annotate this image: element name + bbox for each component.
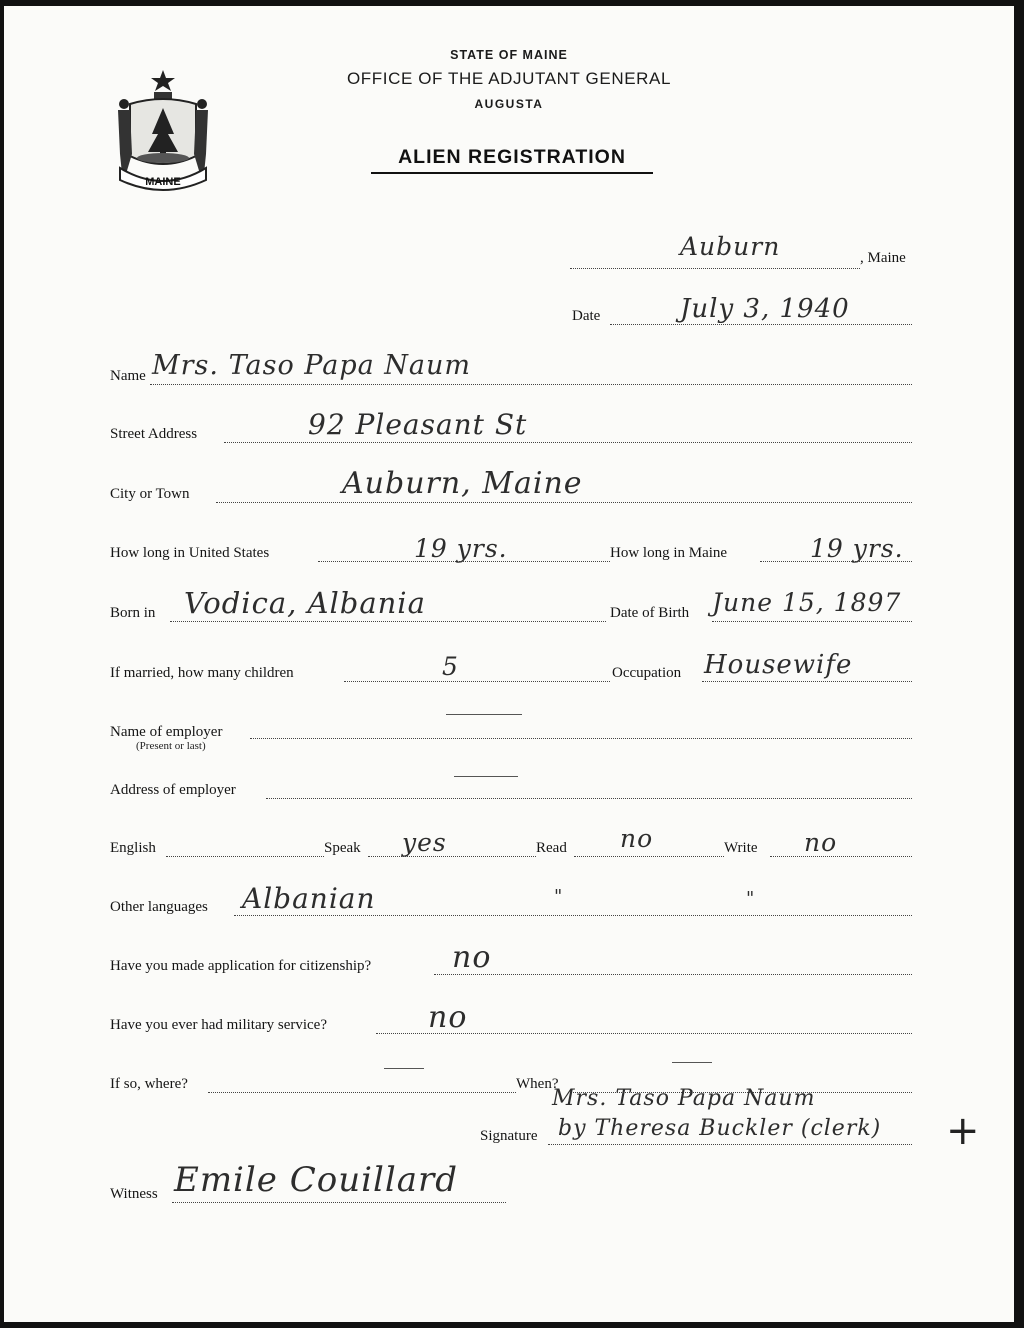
citizenship-line xyxy=(434,974,912,975)
signature-line xyxy=(548,1144,912,1145)
read-label: Read xyxy=(536,840,567,856)
when-dash xyxy=(672,1062,712,1063)
read-value: no xyxy=(620,824,654,853)
date-label: Date xyxy=(572,308,601,324)
place-suffix: , Maine xyxy=(860,250,906,266)
military-value: no xyxy=(428,1000,468,1035)
witness-line xyxy=(172,1202,506,1203)
city-value: Auburn, Maine xyxy=(342,466,583,501)
read-line xyxy=(574,856,724,857)
employer-address-line xyxy=(266,798,912,799)
write-value: no xyxy=(804,828,838,857)
children-value: 5 xyxy=(442,652,459,681)
born-value: Vodica, Albania xyxy=(184,586,426,620)
name-label: Name xyxy=(110,368,146,384)
employer-address-label: Address of employer xyxy=(110,782,236,798)
other-languages-label: Other languages xyxy=(110,899,208,915)
where-dash xyxy=(384,1068,424,1069)
occupation-line xyxy=(702,681,912,682)
place-value: Auburn xyxy=(680,232,781,261)
date-line xyxy=(610,324,912,325)
employer-name-sublabel: (Present or last) xyxy=(136,740,206,752)
born-label: Born in xyxy=(110,605,156,621)
signature-name: Mrs. Taso Papa Naum xyxy=(552,1086,816,1111)
name-line xyxy=(150,384,912,385)
speak-line xyxy=(368,856,536,857)
name-value: Mrs. Taso Papa Naum xyxy=(152,350,472,381)
street-value: 92 Pleasant St xyxy=(308,408,528,441)
us-duration-value: 19 yrs. xyxy=(414,534,508,563)
speak-value: yes xyxy=(402,828,447,857)
city-heading: AUGUSTA xyxy=(474,97,544,111)
write-label: Write xyxy=(724,840,758,856)
state-heading: STATE OF MAINE xyxy=(450,48,568,62)
employer-name-line xyxy=(250,738,912,739)
when-label: When? xyxy=(516,1076,559,1092)
english-line xyxy=(166,856,324,857)
citizenship-label: Have you made application for citizenship? xyxy=(110,958,372,974)
other-languages-ditto-1: " xyxy=(554,886,564,907)
street-line xyxy=(224,442,912,443)
other-languages-value: Albanian xyxy=(242,882,376,915)
witness-value: Emile Couillard xyxy=(174,1160,459,1200)
military-label: Have you ever had military service? xyxy=(110,1017,327,1033)
occupation-label: Occupation xyxy=(612,665,682,681)
date-value: July 3, 1940 xyxy=(680,294,850,324)
speak-label: Speak xyxy=(324,840,361,856)
seal-lettering: MAINE xyxy=(145,176,181,188)
signature-label: Signature xyxy=(480,1128,538,1144)
street-label: Street Address xyxy=(110,426,198,442)
english-label: English xyxy=(110,840,156,856)
occupation-value: Housewife xyxy=(704,650,853,680)
form-title: ALIEN REGISTRATION xyxy=(371,146,653,174)
other-languages-ditto-2: " xyxy=(746,888,756,909)
us-duration-label: How long in United States xyxy=(110,545,270,561)
office-heading: OFFICE OF THE ADJUTANT GENERAL xyxy=(346,69,672,88)
dob-value: June 15, 1897 xyxy=(712,588,902,617)
signature-mark: + xyxy=(946,1108,980,1154)
where-line xyxy=(208,1092,516,1093)
witness-label: Witness xyxy=(110,1186,158,1202)
city-label: City or Town xyxy=(110,486,190,502)
employer-address-dash xyxy=(454,776,518,777)
write-line xyxy=(770,856,912,857)
children-label: If married, how many children xyxy=(110,665,294,681)
maine-duration-value: 19 yrs. xyxy=(810,534,904,563)
other-languages-line xyxy=(234,915,912,916)
dob-label: Date of Birth xyxy=(610,605,690,621)
dob-line xyxy=(712,621,912,622)
maine-duration-label: How long in Maine xyxy=(610,545,728,561)
employer-name-dash xyxy=(446,714,522,715)
where-label: If so, where? xyxy=(110,1076,188,1092)
registration-form xyxy=(4,6,1014,1322)
place-line xyxy=(570,268,860,269)
employer-name-label: Name of employer xyxy=(110,724,223,740)
children-line xyxy=(344,681,610,682)
citizenship-value: no xyxy=(452,940,492,975)
city-line xyxy=(216,502,912,503)
signature-clerk: by Theresa Buckler (clerk) xyxy=(558,1116,882,1141)
born-line xyxy=(170,621,606,622)
